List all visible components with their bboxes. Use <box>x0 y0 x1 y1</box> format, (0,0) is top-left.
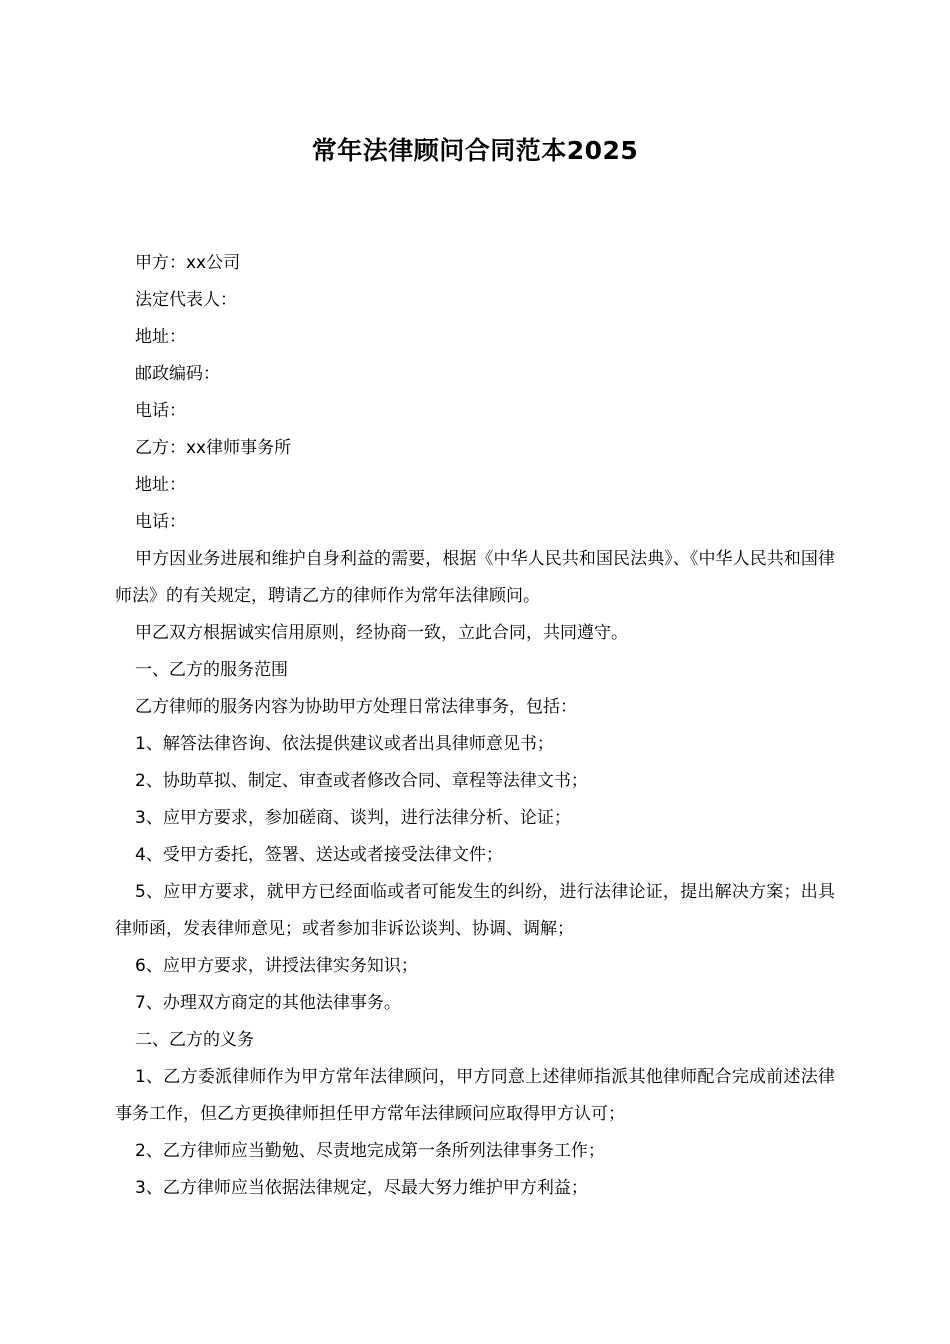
agreement-paragraph: 甲乙双方根据诚实信用原则，经协商一致，立此合同，共同遵守。 <box>135 623 628 643</box>
service-item-7: 7、办理双方商定的其他法律事务。 <box>135 993 401 1013</box>
preamble-paragraph: 甲方因业务进展和维护自身利益的需要，根据《中华人民共和国民法典》、《中华人民共和国律师法》的有关规定，聘请乙方的律师作为常年法律顾问。 <box>115 549 835 606</box>
party-a-name: 甲方：xx公司 <box>135 253 241 273</box>
service-item-4: 4、受甲方委托，签署、送达或者接受法律文件； <box>135 845 503 865</box>
section-heading-1: 一、乙方的服务范围 <box>135 660 288 680</box>
obligation-item-3: 3、乙方律师应当依据法律规定，尽最大努力维护甲方利益； <box>135 1178 588 1198</box>
party-a-postal-code: 邮政编码： <box>135 364 220 384</box>
service-item-1: 1、解答法律咨询、依法提供建议或者出具律师意见书； <box>135 734 554 754</box>
service-item-2: 2、协助草拟、制定、审查或者修改合同、章程等法律文书； <box>135 771 588 791</box>
party-b-address: 地址： <box>135 475 186 495</box>
party-b-name: 乙方：xx律师事务所 <box>135 438 292 458</box>
document-title: 常年法律顾问合同范本2025 <box>311 136 639 165</box>
section-heading-2: 二、乙方的义务 <box>135 1030 254 1050</box>
obligation-item-2: 2、乙方律师应当勤勉、尽责地完成第一条所列法律事务工作； <box>135 1141 605 1161</box>
service-item-3: 3、应甲方要求，参加磋商、谈判，进行法律分析、论证； <box>135 808 571 828</box>
section-1-intro: 乙方律师的服务内容为协助甲方处理日常法律事务，包括： <box>135 697 577 717</box>
obligation-item-1: 1、乙方委派律师作为甲方常年法律顾问，甲方同意上述律师指派其他律师配合完成前述法律事务工作，但乙方更换律师担任甲方常年法律顾问应取得甲方认可； <box>115 1067 835 1124</box>
party-a-legal-representative: 法定代表人： <box>135 290 237 310</box>
service-item-6: 6、应甲方要求，讲授法律实务知识； <box>135 956 418 976</box>
party-a-address: 地址： <box>135 327 186 347</box>
party-b-phone: 电话： <box>135 512 186 532</box>
document-body <box>115 245 835 1207</box>
party-a-phone: 电话： <box>135 401 186 421</box>
service-item-5: 5、应甲方要求，就甲方已经面临或者可能发生的纠纷，进行法律论证，提出解决方案；出具律师函，发表律师意见；或者参加非诉讼谈判、协调、调解； <box>115 882 835 939</box>
